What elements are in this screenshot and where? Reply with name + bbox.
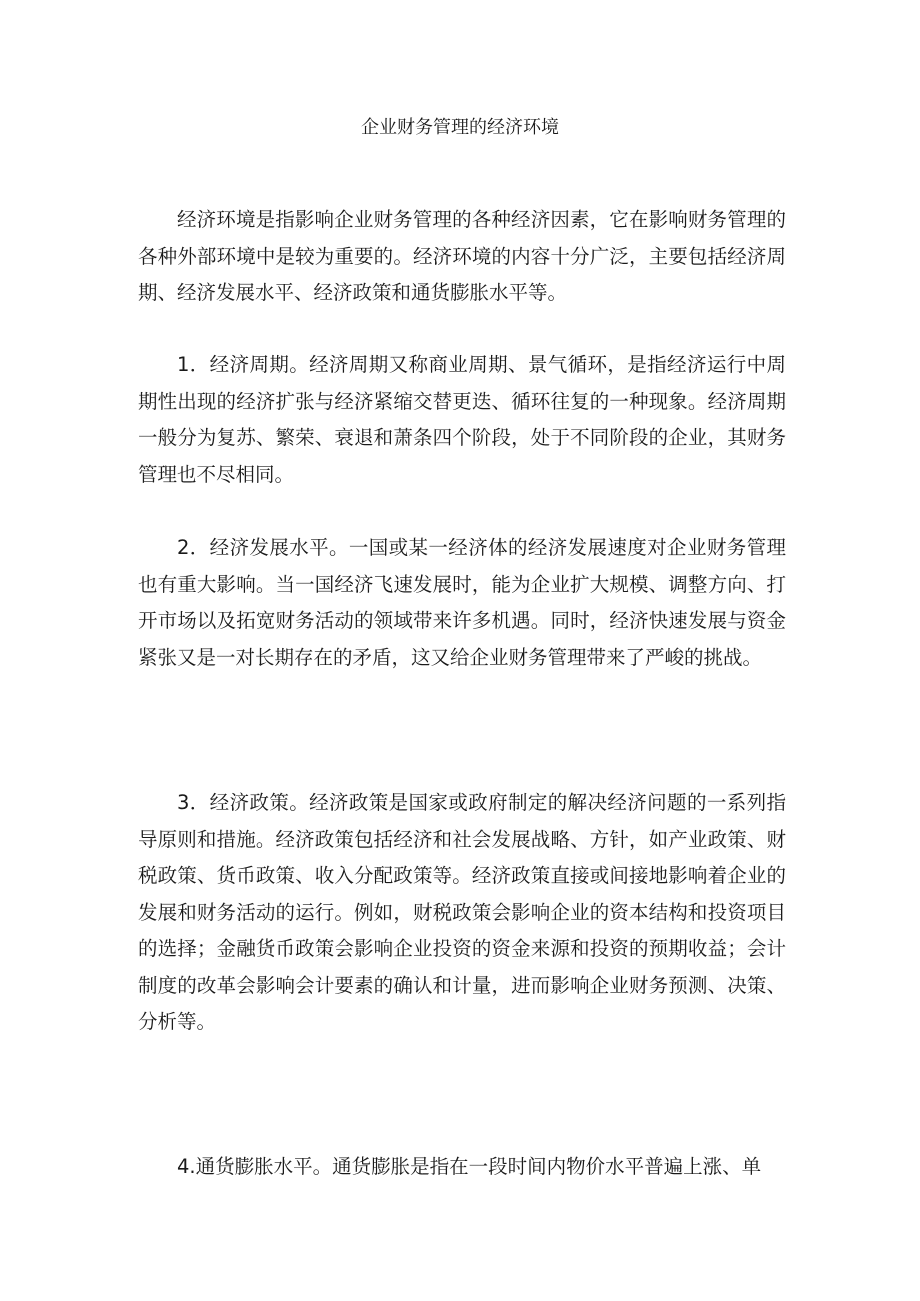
paragraph-inflation: 4.通货膨胀水平。通货膨胀是指在一段时间内物价水平普遍上涨、单 — [177, 1155, 762, 1178]
paragraph-economic-cycle: 1．经济周期。经济周期又称商业周期、景气循环，是指经济运行中周期性出现的经济扩张与经济紧缩交替更迭、循环往复的一种现象。经济周期一般分为复苏、繁荣、衰退和萧条四个阶段，处于不同阶段的企业，其财务管理也不尽相同。 — [138, 353, 786, 486]
paragraph-development-level: 2．经济发展水平。一国或某一经济体的经济发展速度对企业财务管理也有重大影响。当一国经济飞速发展时，能为企业扩大规模、调整方向、打开市场以及拓宽财务活动的领域带来许多机遇。同时，经济快速发展与资金紧张又是一对长期存在的矛盾，这又给企业财务管理带来了严峻的挑战。 — [138, 536, 786, 669]
document-title: 企业财务管理的经济环境 — [361, 117, 559, 138]
paragraph-economic-policy: 3．经济政策。经济政策是国家或政府制定的解决经济问题的一系列指导原则和措施。经济政策包括经济和社会发展战略、方针，如产业政策、财税政策、货币政策、收入分配政策等。经济政策直接或间接地影响着企业的发展和财务活动的运行。例如，财税政策会影响企业的资本结构和投资项目的选择；金融货币政策会影响企业投资的资金来源和投资的预期收益；会计制度的改革会影响会计要素的确认和计量，进而影响企业财务预测、决策、分析等。 — [138, 791, 786, 1033]
paragraph-intro: 经济环境是指影响企业财务管理的各种经济因素，它在影响财务管理的各种外部环境中是较为重要的。经济环境的内容十分广泛，主要包括经济周期、经济发展水平、经济政策和通货膨胀水平等。 — [138, 208, 786, 304]
